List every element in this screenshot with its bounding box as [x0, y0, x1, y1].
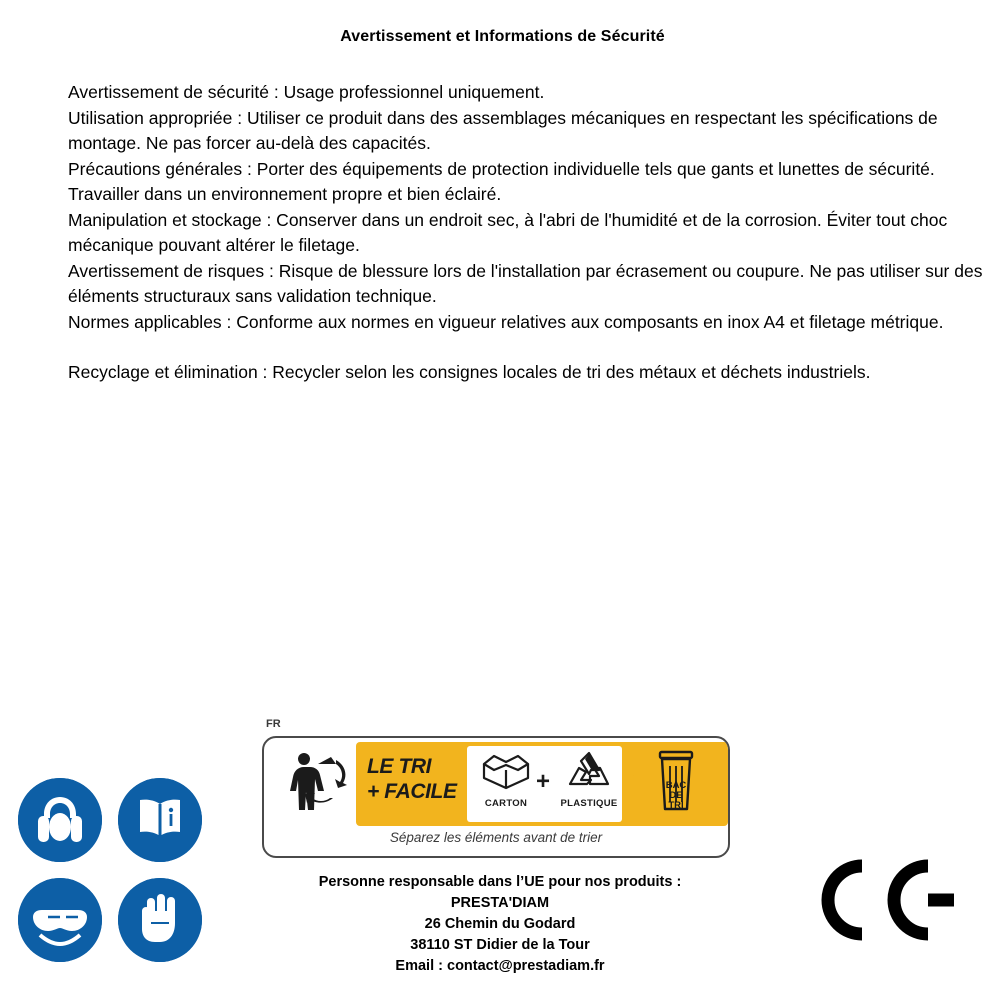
carton-label: CARTON [484, 798, 528, 809]
paragraph-recycling: Recyclage et élimination : Recycler selon les consignes locales de tri des métaux et déchets industriels. [68, 362, 871, 382]
bin-label-line3: TRI [668, 800, 684, 811]
paragraph-general-precautions: Précautions générales : Porter des équipements de protection individuelle tels que gants et lunettes de sécurité. Travailler dans un environnement propre et bien éclairé. [68, 158, 935, 204]
banner-headline [367, 754, 463, 804]
paragraph-spacer [68, 335, 993, 360]
banner-headline-line2: + FACILE [367, 780, 457, 803]
responsible-intro-suffix: pour nos produits : [544, 874, 682, 890]
paragraph-risk-warning: Avertissement de risques : Risque de blessure lors de l'installation par écrasement ou coupure. Ne pas utiliser sur des éléments structuraux sans validation technique. [68, 260, 983, 306]
banner-footer-text: Séparez les éléments avant de trier [389, 830, 603, 845]
hand-protection-icon [118, 878, 202, 962]
banner-frame [262, 736, 730, 858]
read-instructions-icon [118, 778, 202, 862]
bin-item [644, 746, 708, 811]
triman-recycling-banner [262, 718, 732, 858]
responsible-intro-line [200, 872, 800, 893]
bin-label-line1: BAC [665, 780, 687, 791]
responsible-intro-bold: UE [524, 874, 545, 890]
ear-protection-icon [18, 778, 102, 862]
eye-protection-icon [18, 878, 102, 962]
responsible-company: PRESTA'DIAM [450, 895, 550, 911]
responsible-email-line [200, 956, 800, 977]
paragraph-safety-warning: Avertissement de sécurité : Usage professionnel uniquement. [68, 82, 545, 102]
responsible-email-value: contact@prestadiam.fr [447, 958, 605, 974]
banner-plus-sign: + [536, 768, 551, 795]
bin-label-line2: DE [669, 790, 683, 801]
plastique-item [550, 748, 628, 809]
eu-responsible-person-block [200, 872, 800, 977]
bin-label [644, 781, 708, 811]
triman-person-icon [274, 746, 354, 824]
banner-language-tag: FR [266, 718, 281, 730]
page-title: Avertissement et Informations de Sécurité [340, 28, 665, 45]
recycle-loop-icon [558, 748, 620, 792]
mandatory-pictogram-group [18, 778, 218, 978]
ce-mark-icon [800, 856, 960, 944]
responsible-address-line2: 38110 ST Didier de la Tour [410, 937, 590, 953]
banner-headline-line1: LE TRI [367, 755, 432, 778]
responsible-intro-prefix: Personne responsable dans l’ [318, 874, 525, 890]
paragraph-handling-storage: Manipulation et stockage : Conserver dans un endroit sec, à l'abri de l'humidité et de la corrosion. Éviter tout choc mécanique pouvant altérer le filetage. [68, 209, 948, 255]
carton-icon [476, 748, 536, 792]
paragraph-applicable-standards: Normes applicables : Conforme aux normes en vigueur relatives aux composants en inox A4 et filetage métrique. [68, 311, 944, 332]
carton-item [471, 748, 541, 809]
plastique-label: PLASTIQUE [560, 798, 618, 809]
safety-information-text [68, 80, 993, 386]
paragraph-appropriate-use: Utilisation appropriée : Utiliser ce produit dans des assemblages mécaniques en respectant les spécifications de montage. Ne pas forcer au-delà des capacités. [68, 107, 938, 153]
responsible-address-line1: 26 Chemin du Godard [424, 916, 576, 932]
responsible-email-label: Email : [395, 958, 447, 974]
